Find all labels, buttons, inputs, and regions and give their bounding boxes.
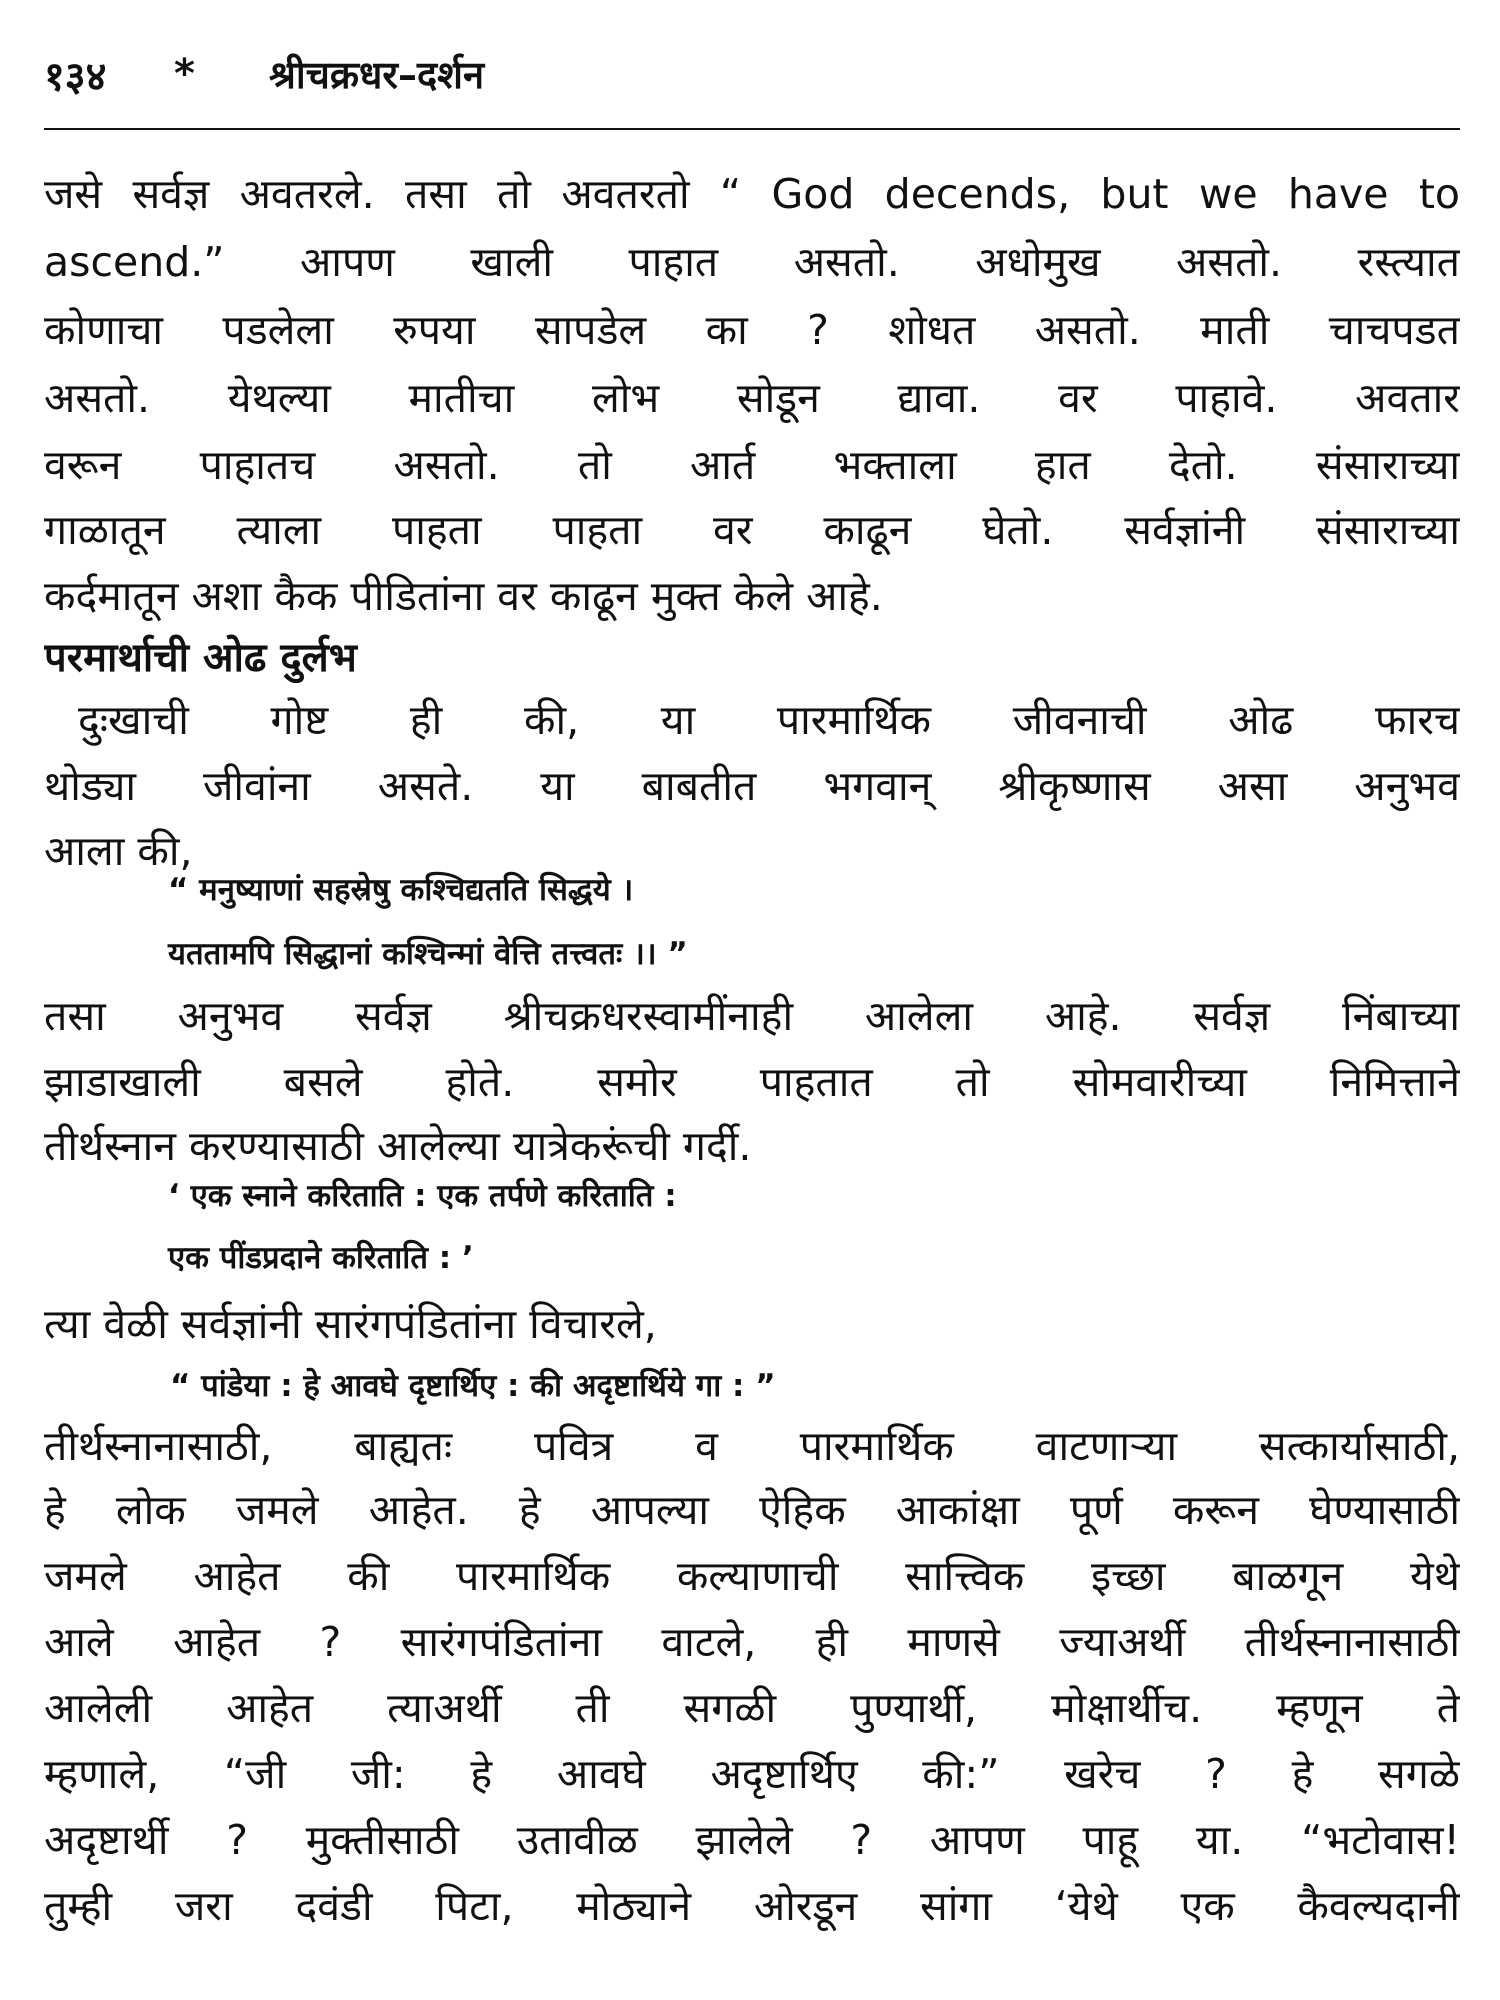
verse-line: एक पींडप्रदाने करिताति : ’ (168, 1240, 474, 1276)
text-line: गाळातून त्याला पाहता पाहता वर काढून घेतो. सर्वज्ञांनी संसाराच्या (44, 506, 1460, 554)
text-line: ascend.” आपण खाली पाहात असतो. अधोमुख असतो. रस्त्यात (44, 238, 1460, 286)
page-number: १३४ (44, 53, 107, 100)
text-line: अदृष्टार्थी ? मुक्तीसाठी उतावीळ झालेले ? आपण पाहू या. “भटोवास! (44, 1816, 1460, 1864)
text-line: दुःखाची गोष्ट ही की, या पारमार्थिक जीवनाची ओढ फारच (78, 696, 1460, 744)
text-line: हे लोक जमले आहेत. हे आपल्या ऐहिक आकांक्षा पूर्ण करून घेण्यासाठी (44, 1486, 1460, 1534)
text-line: जसे सर्वज्ञ अवतरले. तसा तो अवतरतो “ God decends, but we have to (44, 170, 1460, 218)
text-line: तीर्थस्नानासाठी, बाह्यतः पवित्र व पारमार्थिक वाटणाऱ्या सत्कार्यासाठी, (44, 1422, 1460, 1470)
text-line: कर्दमातून अशा कैक पीडितांना वर काढून मुक्त केले आहे. (44, 572, 883, 620)
text-line: असतो. येथल्या मातीचा लोभ सोडून द्यावा. वर पाहावे. अवतार (44, 374, 1460, 422)
text-line: म्हणाले, “जी जी: हे आवघे अदृष्टार्थिए की:” खरेच ? हे सगळे (44, 1750, 1460, 1798)
text-line: कोणाचा पडलेला रुपया सापडेल का ? शोधत असतो. माती चाचपडत (44, 306, 1460, 354)
verse-line: “ मनुष्याणां सहस्रेषु कश्चिद्यतति सिद्धये । (168, 872, 634, 908)
text-line: तुम्ही जरा दवंडी पिटा, मोठ्याने ओरडून सांगा ‘येथे एक कैवल्यदानी (44, 1882, 1460, 1930)
text-line: झाडाखाली बसले होते. समोर पाहतात तो सोमवारीच्या निमित्ताने (44, 1058, 1460, 1106)
text-line: जमले आहेत की पारमार्थिक कल्याणाची सात्त्विक इच्छा बाळगून येथे (44, 1552, 1460, 1600)
section-heading: परमार्थाची ओढ दुर्लभ (44, 635, 357, 681)
text-line: आलेली आहेत त्याअर्थी ती सगळी पुण्यार्थी, मोक्षार्थीच. म्हणून ते (44, 1684, 1460, 1732)
verse-line: ‘ एक स्नाने करिताति : एक तर्पणे करिताति : (168, 1178, 677, 1214)
text-line: आले आहेत ? सारंगपंडितांना वाटले, ही माणसे ज्याअर्थी तीर्थस्नानासाठी (44, 1618, 1460, 1666)
text-line: थोड्या जीवांना असते. या बाबतीत भगवान् श्रीकृष्णास असा अनुभव (44, 762, 1460, 810)
verse-line: “ पांडेया : हे आवघे दृष्टार्थिए : की अदृष्टार्थिये गा : ” (170, 1368, 776, 1404)
text-line: वरून पाहातच असतो. तो आर्त भक्ताला हात देतो. संसाराच्या (44, 441, 1460, 489)
verse-line: यततामपि सिद्धानां कश्चिन्मां वेत्ति तत्त्वतः ।। ” (168, 936, 688, 972)
text-line: तीर्थस्नान करण्यासाठी आलेल्या यात्रेकरूंची गर्दी. (44, 1122, 752, 1170)
text-line: त्या वेळी सर्वज्ञांनी सारंगपंडितांना विचारले, (44, 1300, 657, 1348)
text-line: आला की, (44, 827, 193, 875)
text-line: तसा अनुभव सर्वज्ञ श्रीचक्रधरस्वामींनाही आलेला आहे. सर्वज्ञ निंबाच्या (44, 992, 1460, 1040)
header-separator: * (174, 51, 195, 97)
running-title: श्रीचक्रधर–दर्शन (269, 53, 485, 97)
